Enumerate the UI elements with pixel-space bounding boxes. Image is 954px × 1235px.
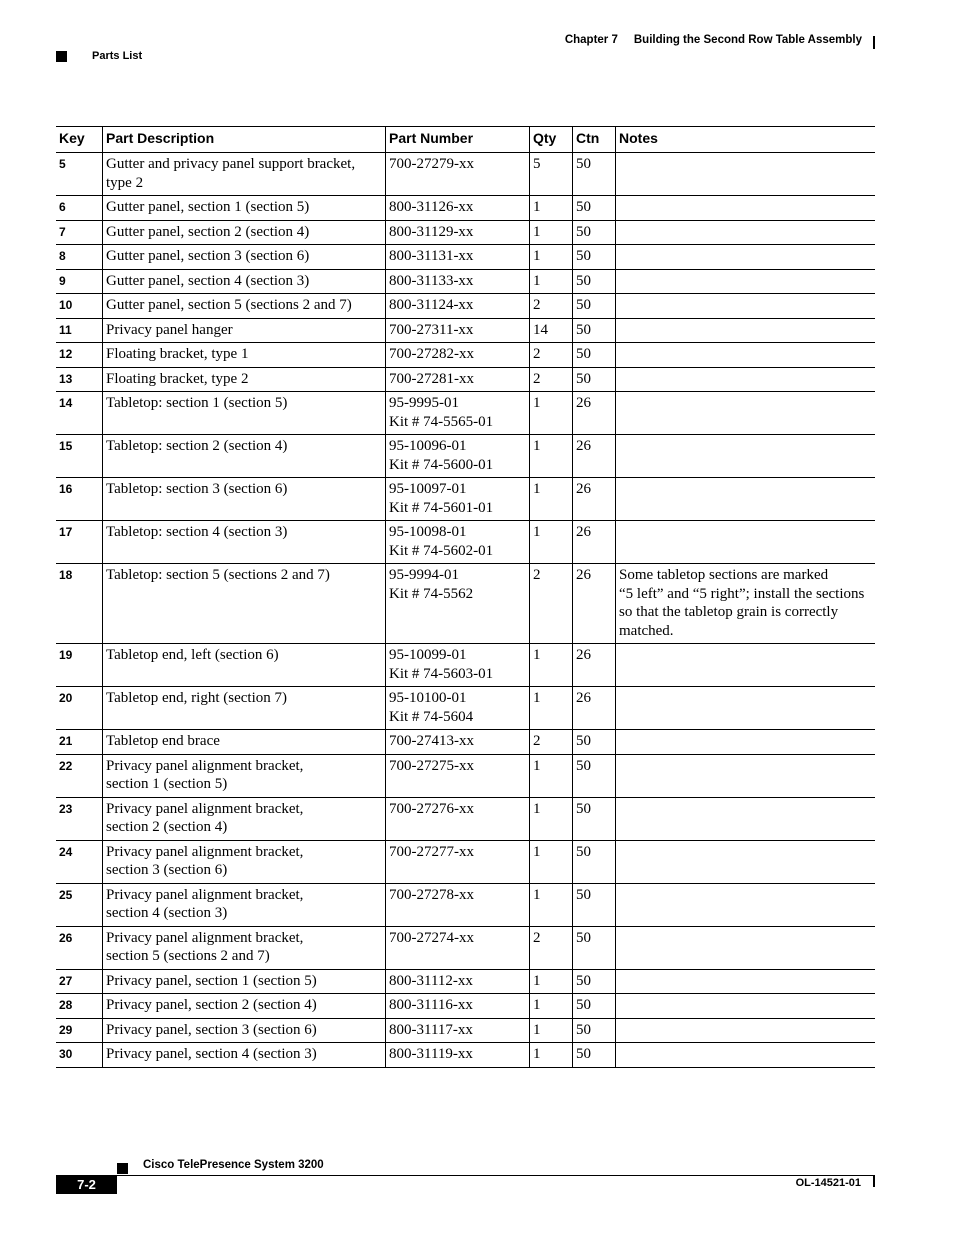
column-header-ctn: Ctn xyxy=(573,127,616,153)
part-number-cell-line: 700-27278-xx xyxy=(389,886,474,903)
part-number-cell xyxy=(386,196,530,221)
qty-cell: 1 xyxy=(530,994,573,1019)
description-cell-line: Gutter panel, section 4 (section 3) xyxy=(106,272,310,289)
ctn-cell: 50 xyxy=(573,926,616,969)
notes-cell xyxy=(616,220,876,245)
key-cell: 28 xyxy=(59,998,73,1012)
table-row xyxy=(56,840,875,883)
description-cell xyxy=(103,478,386,521)
part-number-cell xyxy=(386,1018,530,1043)
ctn-cell: 50 xyxy=(573,153,616,196)
description-cell-line: Privacy panel alignment bracket, xyxy=(106,800,304,817)
notes-cell xyxy=(616,840,876,883)
table-row xyxy=(56,367,875,392)
header-marker xyxy=(56,51,67,62)
table-header-row xyxy=(56,127,875,153)
doc-number: OL-14521-01 xyxy=(795,1177,861,1189)
key-cell: 9 xyxy=(59,273,66,288)
key-cell: 15 xyxy=(59,439,73,453)
notes-cell xyxy=(616,1018,876,1043)
ctn-cell: 50 xyxy=(573,883,616,926)
part-number-cell-line: 700-27311-xx xyxy=(389,321,474,338)
ctn-cell: 50 xyxy=(573,754,616,797)
part-number-cell-line: 800-31129-xx xyxy=(389,223,474,240)
part-number-cell xyxy=(386,220,530,245)
key-cell: 16 xyxy=(59,482,73,496)
description-cell xyxy=(103,564,386,644)
key-cell: 21 xyxy=(59,734,73,748)
description-cell-line: Privacy panel alignment bracket, xyxy=(106,886,304,903)
description-cell xyxy=(103,318,386,343)
part-number-cell xyxy=(386,343,530,368)
ctn-cell: 50 xyxy=(573,269,616,294)
notes-cell xyxy=(616,564,876,644)
notes-cell xyxy=(616,730,876,755)
table-row xyxy=(56,343,875,368)
footer-rule xyxy=(117,1175,875,1176)
table-row xyxy=(56,644,875,687)
part-number-cell-line: 95-10096-01 xyxy=(389,438,467,454)
key-cell: 5 xyxy=(59,157,66,171)
part-number-cell xyxy=(386,478,530,521)
part-number-cell xyxy=(386,367,530,392)
qty-cell: 5 xyxy=(530,153,573,196)
description-cell xyxy=(103,994,386,1019)
part-number-cell xyxy=(386,926,530,969)
key-cell: 11 xyxy=(59,322,72,337)
notes-cell xyxy=(616,435,876,478)
table-row xyxy=(56,1043,875,1068)
part-number-cell xyxy=(386,754,530,797)
description-cell xyxy=(103,392,386,435)
table-row xyxy=(56,220,875,245)
notes-cell xyxy=(616,294,876,319)
ctn-cell: 26 xyxy=(573,564,616,644)
description-cell-line: type 2 xyxy=(106,174,144,191)
notes-cell xyxy=(616,644,876,687)
notes-cell xyxy=(616,367,876,392)
header-rule xyxy=(873,36,875,49)
part-number-cell-line: Kit # 74-5600-01 xyxy=(389,456,494,473)
qty-cell: 1 xyxy=(530,478,573,521)
table-row xyxy=(56,687,875,730)
qty-cell: 1 xyxy=(530,883,573,926)
part-number-cell-line: 700-27275-xx xyxy=(389,757,474,774)
key-cell: 26 xyxy=(59,930,73,945)
table-row xyxy=(56,392,875,435)
description-cell xyxy=(103,245,386,270)
qty-cell: 2 xyxy=(530,343,573,368)
notes-cell xyxy=(616,478,876,521)
table-row xyxy=(56,994,875,1019)
part-number-cell xyxy=(386,969,530,994)
description-cell-line: section 4 (section 3) xyxy=(106,905,228,921)
part-number-cell xyxy=(386,521,530,564)
qty-cell: 2 xyxy=(530,730,573,755)
running-header xyxy=(565,34,862,46)
qty-cell: 1 xyxy=(530,754,573,797)
table-row xyxy=(56,245,875,270)
description-cell-line: Privacy panel, section 2 (section 4) xyxy=(106,997,317,1013)
description-cell-line: Tabletop end, left (section 6) xyxy=(106,647,279,663)
description-cell-line: Floating bracket, type 1 xyxy=(106,346,249,362)
description-cell-line: section 1 (section 5) xyxy=(106,776,228,792)
chapter-title: Building the Second Row Table Assembly xyxy=(633,34,862,46)
part-number-cell-line: 700-27279-xx xyxy=(389,156,474,172)
part-number-cell-line: Kit # 74-5602-01 xyxy=(389,542,494,559)
notes-cell xyxy=(616,269,876,294)
description-cell xyxy=(103,367,386,392)
ctn-cell: 50 xyxy=(573,994,616,1019)
qty-cell: 1 xyxy=(530,196,573,221)
notes-cell xyxy=(616,797,876,840)
ctn-cell: 50 xyxy=(573,840,616,883)
qty-cell: 1 xyxy=(530,1018,573,1043)
ctn-cell: 50 xyxy=(573,730,616,755)
column-header-description: Part Description xyxy=(103,127,386,153)
column-header-key: Key xyxy=(59,130,85,146)
notes-cell xyxy=(616,318,876,343)
description-cell xyxy=(103,220,386,245)
description-cell-line: Gutter panel, section 5 (sections 2 and 7) xyxy=(106,297,352,313)
notes-cell-line: Some tabletop sections are marked xyxy=(619,567,829,583)
description-cell-line: Gutter panel, section 1 (section 5) xyxy=(106,199,310,215)
key-cell: 17 xyxy=(59,525,73,539)
table-row xyxy=(56,797,875,840)
description-cell-line: Privacy panel alignment bracket, xyxy=(106,757,304,774)
qty-cell: 1 xyxy=(530,269,573,294)
description-cell-line: Privacy panel, section 1 (section 5) xyxy=(106,972,317,989)
part-number-cell xyxy=(386,644,530,687)
column-header-notes: Notes xyxy=(616,127,876,153)
ctn-cell: 50 xyxy=(573,245,616,270)
part-number-cell-line: 800-31124-xx xyxy=(389,297,474,313)
notes-cell-line: “5 left” and “5 right”; install the sections xyxy=(619,585,865,602)
notes-cell-line: so that the tabletop grain is correctly xyxy=(619,604,839,620)
ctn-cell: 50 xyxy=(573,220,616,245)
description-cell xyxy=(103,926,386,969)
description-cell-line: Tabletop end, right (section 7) xyxy=(106,690,287,706)
column-header-part-number: Part Number xyxy=(386,127,530,153)
qty-cell: 1 xyxy=(530,1043,573,1068)
part-number-cell-line: 95-10098-01 xyxy=(389,524,467,540)
part-number-cell xyxy=(386,435,530,478)
table-row xyxy=(56,1018,875,1043)
part-number-cell-line: 700-27281-xx xyxy=(389,370,474,387)
table-row xyxy=(56,521,875,564)
ctn-cell: 26 xyxy=(573,687,616,730)
description-cell xyxy=(103,730,386,755)
qty-cell: 1 xyxy=(530,840,573,883)
notes-cell-line: matched. xyxy=(619,622,674,639)
ctn-cell: 26 xyxy=(573,435,616,478)
qty-cell: 1 xyxy=(530,969,573,994)
part-number-cell xyxy=(386,883,530,926)
description-cell-line: Privacy panel alignment bracket, xyxy=(106,929,304,946)
chapter-label: Chapter 7 xyxy=(564,34,618,46)
parts-table xyxy=(56,126,875,1068)
key-cell: 13 xyxy=(59,371,73,386)
description-cell-line: section 3 (section 6) xyxy=(106,862,228,878)
table-row xyxy=(56,153,875,196)
notes-cell xyxy=(616,1043,876,1068)
part-number-cell xyxy=(386,840,530,883)
table-row xyxy=(56,883,875,926)
description-cell-line: Privacy panel hanger xyxy=(106,321,233,338)
key-cell: 30 xyxy=(59,1047,73,1061)
table-row xyxy=(56,564,875,644)
description-cell xyxy=(103,521,386,564)
table-row xyxy=(56,754,875,797)
description-cell-line: Privacy panel, section 4 (section 3) xyxy=(106,1046,317,1062)
part-number-cell-line: 700-27274-xx xyxy=(389,929,474,946)
description-cell xyxy=(103,153,386,196)
part-number-cell-line: 800-31119-xx xyxy=(389,1046,473,1062)
qty-cell: 2 xyxy=(530,564,573,644)
part-number-cell-line: 800-31112-xx xyxy=(389,972,473,989)
description-cell xyxy=(103,269,386,294)
part-number-cell-line: 800-31117-xx xyxy=(389,1021,473,1038)
part-number-cell-line: 700-27282-xx xyxy=(389,346,474,362)
book-title: Cisco TelePresence System 3200 xyxy=(143,1159,324,1171)
description-cell xyxy=(103,1043,386,1068)
description-cell-line: Tabletop: section 1 (section 5) xyxy=(106,395,288,411)
part-number-cell-line: 700-27413-xx xyxy=(389,733,474,749)
table-row xyxy=(56,435,875,478)
part-number-cell-line: 95-10097-01 xyxy=(389,481,467,497)
notes-cell xyxy=(616,343,876,368)
description-cell xyxy=(103,883,386,926)
description-cell-line: Tabletop: section 2 (section 4) xyxy=(106,438,288,454)
part-number-cell-line: 800-31116-xx xyxy=(389,997,473,1013)
description-cell-line: Tabletop: section 4 (section 3) xyxy=(106,524,288,540)
notes-cell xyxy=(616,245,876,270)
part-number-cell-line: 95-10100-01 xyxy=(389,690,467,706)
ctn-cell: 26 xyxy=(573,478,616,521)
qty-cell: 1 xyxy=(530,245,573,270)
part-number-cell-line: Kit # 74-5603-01 xyxy=(389,665,494,682)
key-cell: 6 xyxy=(59,200,66,214)
ctn-cell: 26 xyxy=(573,521,616,564)
notes-cell xyxy=(616,883,876,926)
notes-cell xyxy=(616,969,876,994)
part-number-cell xyxy=(386,730,530,755)
ctn-cell: 50 xyxy=(573,969,616,994)
part-number-cell xyxy=(386,564,530,644)
footer-vertical-rule xyxy=(873,1175,875,1187)
description-cell xyxy=(103,343,386,368)
description-cell xyxy=(103,196,386,221)
qty-cell: 1 xyxy=(530,392,573,435)
description-cell-line: Gutter and privacy panel support bracket, xyxy=(106,156,356,172)
part-number-cell-line: 700-27277-xx xyxy=(389,843,474,860)
notes-cell xyxy=(616,926,876,969)
part-number-cell-line: 700-27276-xx xyxy=(389,800,474,817)
description-cell xyxy=(103,644,386,687)
qty-cell: 2 xyxy=(530,294,573,319)
part-number-cell xyxy=(386,797,530,840)
qty-cell: 2 xyxy=(530,367,573,392)
key-cell: 18 xyxy=(59,568,73,582)
ctn-cell: 50 xyxy=(573,343,616,368)
part-number-cell xyxy=(386,392,530,435)
table-row xyxy=(56,730,875,755)
notes-cell xyxy=(616,153,876,196)
part-number-cell-line: Kit # 74-5565-01 xyxy=(389,413,494,430)
table-row xyxy=(56,926,875,969)
key-cell: 22 xyxy=(59,758,73,773)
part-number-cell xyxy=(386,994,530,1019)
description-cell xyxy=(103,969,386,994)
column-header-qty: Qty xyxy=(530,127,573,153)
description-cell-line: section 5 (sections 2 and 7) xyxy=(106,948,270,964)
notes-cell xyxy=(616,754,876,797)
page-number: 7-2 xyxy=(56,1175,117,1194)
description-cell-line: Floating bracket, type 2 xyxy=(106,370,249,387)
key-cell: 7 xyxy=(59,224,66,239)
description-cell xyxy=(103,840,386,883)
part-number-cell-line: 800-31131-xx xyxy=(389,248,474,264)
part-number-cell xyxy=(386,269,530,294)
part-number-cell xyxy=(386,318,530,343)
ctn-cell: 50 xyxy=(573,367,616,392)
key-cell: 23 xyxy=(59,801,73,816)
description-cell-line: Tabletop: section 3 (section 6) xyxy=(106,481,288,497)
description-cell-line: Gutter panel, section 3 (section 6) xyxy=(106,248,310,264)
part-number-cell xyxy=(386,294,530,319)
description-cell xyxy=(103,754,386,797)
key-cell: 29 xyxy=(59,1022,73,1037)
part-number-cell-line: 95-10099-01 xyxy=(389,647,467,663)
table-row xyxy=(56,969,875,994)
ctn-cell: 50 xyxy=(573,196,616,221)
key-cell: 20 xyxy=(59,691,73,705)
description-cell xyxy=(103,687,386,730)
key-cell: 25 xyxy=(59,887,73,902)
description-cell xyxy=(103,1018,386,1043)
notes-cell xyxy=(616,521,876,564)
qty-cell: 1 xyxy=(530,797,573,840)
part-number-cell xyxy=(386,153,530,196)
section-label: Parts List xyxy=(92,50,143,62)
part-number-cell xyxy=(386,1043,530,1068)
ctn-cell: 26 xyxy=(573,392,616,435)
notes-cell xyxy=(616,687,876,730)
description-cell-line: Privacy panel alignment bracket, xyxy=(106,843,304,860)
part-number-cell-line: Kit # 74-5562 xyxy=(389,585,474,602)
notes-cell xyxy=(616,392,876,435)
qty-cell: 1 xyxy=(530,644,573,687)
key-cell: 27 xyxy=(59,973,73,988)
key-cell: 14 xyxy=(59,396,73,410)
key-cell: 19 xyxy=(59,648,73,662)
table-row xyxy=(56,269,875,294)
part-number-cell xyxy=(386,687,530,730)
description-cell-line: Privacy panel, section 3 (section 6) xyxy=(106,1021,317,1038)
qty-cell: 1 xyxy=(530,687,573,730)
part-number-cell-line: 800-31133-xx xyxy=(389,272,474,289)
key-cell: 24 xyxy=(59,844,73,859)
table-row xyxy=(56,196,875,221)
description-cell xyxy=(103,797,386,840)
notes-cell xyxy=(616,994,876,1019)
ctn-cell: 50 xyxy=(573,294,616,319)
ctn-cell: 50 xyxy=(573,1043,616,1068)
key-cell: 12 xyxy=(59,347,73,361)
part-number-cell-line: Kit # 74-5604 xyxy=(389,708,474,725)
description-cell-line: Tabletop: section 5 (sections 2 and 7) xyxy=(106,567,330,583)
table-row xyxy=(56,478,875,521)
key-cell: 8 xyxy=(59,249,66,263)
description-cell-line: Tabletop end brace xyxy=(106,733,220,749)
qty-cell: 1 xyxy=(530,521,573,564)
ctn-cell: 50 xyxy=(573,318,616,343)
ctn-cell: 26 xyxy=(573,644,616,687)
notes-cell xyxy=(616,196,876,221)
qty-cell: 1 xyxy=(530,435,573,478)
description-cell-line: section 2 (section 4) xyxy=(106,819,228,835)
description-cell xyxy=(103,294,386,319)
ctn-cell: 50 xyxy=(573,797,616,840)
part-number-cell-line: 800-31126-xx xyxy=(389,199,474,215)
table-row xyxy=(56,318,875,343)
qty-cell: 2 xyxy=(530,926,573,969)
qty-cell: 14 xyxy=(530,318,573,343)
ctn-cell: 50 xyxy=(573,1018,616,1043)
part-number-cell-line: 95-9995-01 xyxy=(389,395,459,411)
key-cell: 10 xyxy=(59,298,73,312)
parts-table-body xyxy=(56,153,875,1068)
part-number-cell xyxy=(386,245,530,270)
part-number-cell-line: Kit # 74-5601-01 xyxy=(389,499,494,516)
description-cell-line: Gutter panel, section 2 (section 4) xyxy=(106,223,310,240)
footer-marker xyxy=(117,1163,128,1174)
part-number-cell-line: 95-9994-01 xyxy=(389,567,459,583)
table-row xyxy=(56,294,875,319)
description-cell xyxy=(103,435,386,478)
qty-cell: 1 xyxy=(530,220,573,245)
